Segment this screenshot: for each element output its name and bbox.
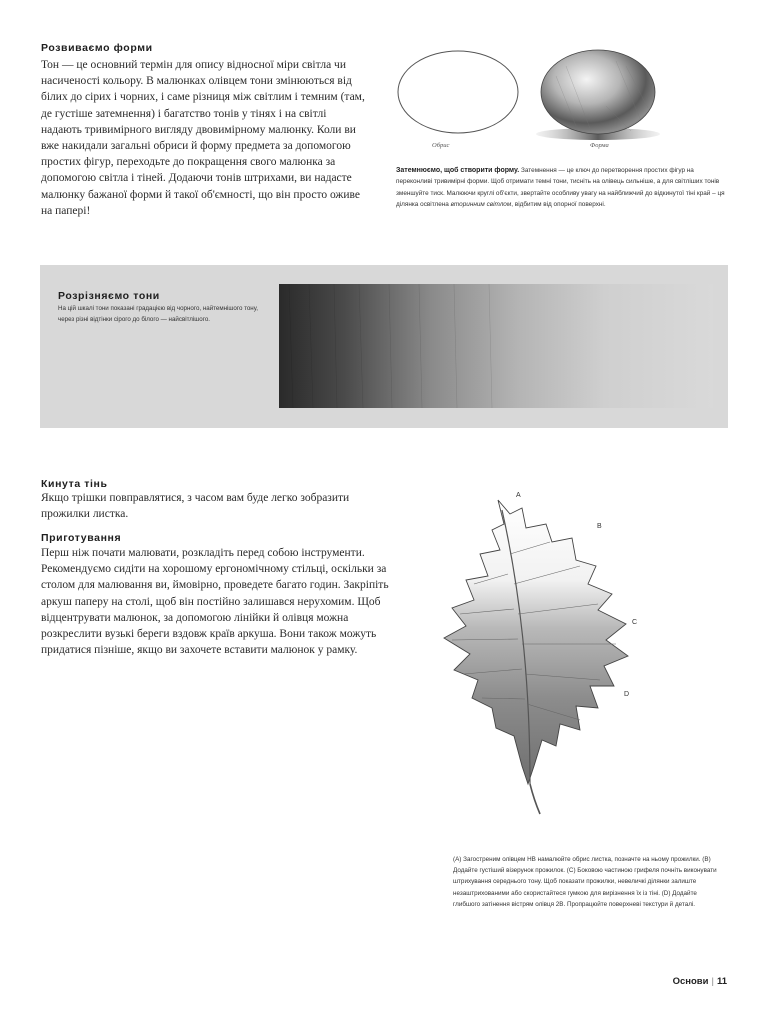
form-label: Форма xyxy=(590,142,609,149)
shading-caption xyxy=(396,165,731,211)
cast-shadow-heading: Кинута тінь xyxy=(41,478,108,490)
leaf-caption: (A) Загостреним олівцем HB намалюйте обрис листка, позначте на ньому прожилки. (B) Додайте густіший візерунок прожилок. (C) Боковою частиною грифеля почніть виконувати штрихування середнього тону. Щоб показати прожилки, невеличкі ділянки залиште незаштрихованими або скористайтеся гумкою для вирізнення їх із тіні. (D) Додайте глибшого затінення вістрям олівця 2В. Пропрацюйте поверхневі текстури й деталі. xyxy=(453,856,717,908)
intro-paragraph: Тон — це основний термін для опису відносної міри світла чи насиченості кольору. В малюнках олівцем тони змінюються від білих до сірих і чорних, і саме різниця між світлим і темним (там, де густіше затемнення) і багатство тонів у тінях і на світлі надають тривимірного вигляду двовимірному малюнку. Коли ви вже накидали загальні обриси й форму предмета за допомогою простих фігур, переходьте до покращення свого малюнка за допомогою світла і тіней. Додаючи тонів штрихами, ви надасте малюнку бажаної форми й такої об'ємності, що він просто оживе на папері! xyxy=(41,59,365,217)
leaf-marker-c: C xyxy=(632,619,638,626)
tone-scale-description: На цій шкалі тони показані градацією від чорного, найтемнішого тону, через різні відтінки сірого до білого — найсвітлішого. xyxy=(58,305,258,323)
tone-scale-heading: Розрізняємо тони xyxy=(58,290,160,302)
preparation-heading: Приготування xyxy=(41,532,122,544)
footer-separator: | xyxy=(711,976,714,987)
cast-shadow-paragraph: Якщо трішки повправлятися, з часом вам буде легко зобразити прожилки листка. xyxy=(41,492,350,521)
tone-gradient-scale xyxy=(279,284,713,408)
page-footer xyxy=(673,976,727,987)
page-number: 11 xyxy=(716,976,727,987)
outline-label: Обрис xyxy=(432,142,450,149)
leaf-marker-a: A xyxy=(516,492,521,499)
shading-caption-lead: Затемнюємо, щоб створити форму. xyxy=(396,167,520,174)
preparation-paragraph: Перш ніж почати малювати, розкладіть перед собою інструменти. Рекомендуємо сидіти на хорошому ергономічному стільці, оскільки за столом для малювання ви, ймовірно, проведете багато годин. Закріпіть аркуш паперу на столі, щоб він постійно залишався нерухомим. Щоб відцентрувати малюнок, за допомогою лінійки й олівця можна розкреслити вузькі береги вздовж країв аркуша. Вони також можуть придатися пізніше, якщо ви захочете вставити малюнок у рамку. xyxy=(41,547,389,657)
shading-caption-emphasis: вторинним світлом xyxy=(450,201,512,209)
shading-caption-tail: , відбитим від опорної поверхні. xyxy=(511,201,606,209)
tone-scale-panel xyxy=(40,265,728,428)
oak-leaf-illustration xyxy=(430,484,660,824)
footer-section-name: Основи xyxy=(672,976,709,987)
oval-outline-illustration xyxy=(396,48,521,138)
shading-caption-body: Затемнення — це ключ до перетворення простих фігур на переконливі тривимірні форми. Щоб отримати темні тони, тисніть на олівець сильніше, а для світліших тонів зменшуйте тиск. Малюючи круглі об'єкти, звертайте особливу увагу на найближчий до відкинутої тіні край – ця ділянка освітлена xyxy=(396,167,725,209)
shaded-form-illustration xyxy=(536,46,666,146)
section-heading-forms: Розвиваємо форми xyxy=(41,42,153,54)
leaf-marker-b: B xyxy=(597,523,602,530)
leaf-marker-d: D xyxy=(624,691,630,698)
